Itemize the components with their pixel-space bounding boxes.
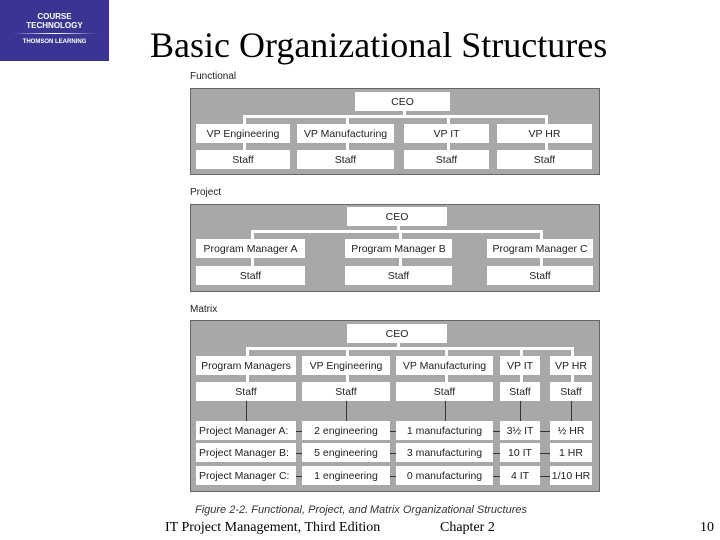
matrix-label: Matrix — [190, 304, 218, 315]
functional-staff-box: Staff — [404, 150, 489, 169]
slide-title: Basic Organizational Structures — [150, 25, 608, 65]
matrix-link-line — [246, 401, 247, 421]
matrix-cell: 1 manufacturing — [396, 421, 493, 440]
functional-head-box: VP IT — [404, 124, 489, 143]
project-head-box: Program Manager A — [196, 239, 305, 258]
functional-staff-box: Staff — [196, 150, 290, 169]
logo-line3: THOMSON LEARNING — [22, 39, 87, 45]
matrix-head-box: VP HR — [550, 356, 592, 375]
project-label: Project — [190, 187, 222, 198]
functional-head-box: VP Manufacturing — [297, 124, 394, 143]
footer-page-number: 10 — [700, 520, 714, 535]
project-staff-box: Staff — [196, 266, 305, 285]
matrix-link-line — [520, 401, 521, 421]
matrix-staff-box: Staff — [550, 382, 592, 401]
matrix-cell: 10 IT — [500, 443, 540, 462]
matrix-cell: 4 IT — [500, 466, 540, 485]
matrix-head-box: VP Engineering — [302, 356, 390, 375]
matrix-cell: Project Manager B: — [196, 443, 296, 462]
matrix-cell: 1/10 HR — [550, 466, 592, 485]
matrix-cell: 5 engineering — [302, 443, 390, 462]
project-staff-box: Staff — [345, 266, 452, 285]
matrix-link-line — [571, 401, 572, 421]
matrix-link-line — [346, 401, 347, 421]
logo-line1: COURSE — [37, 12, 72, 21]
matrix-staff-box: Staff — [196, 382, 296, 401]
functional-head-box: VP HR — [497, 124, 592, 143]
functional-ceo-box: CEO — [355, 92, 450, 111]
functional-head-box: VP Engineering — [196, 124, 290, 143]
functional-connector — [243, 115, 545, 118]
matrix-cell: 1 engineering — [302, 466, 390, 485]
functional-staff-box: Staff — [497, 150, 592, 169]
project-connector — [251, 230, 541, 233]
project-staff-box: Staff — [487, 266, 593, 285]
matrix-cell: Project Manager C: — [196, 466, 296, 485]
matrix-cell: 1 HR — [550, 443, 592, 462]
project-head-box: Program Manager B — [345, 239, 452, 258]
matrix-ceo-box: CEO — [347, 324, 447, 343]
matrix-head-box: VP IT — [500, 356, 540, 375]
matrix-link-line — [445, 401, 446, 421]
matrix-head-box: VP Manufacturing — [396, 356, 493, 375]
matrix-cell: Project Manager A: — [196, 421, 296, 440]
matrix-staff-box: Staff — [302, 382, 390, 401]
project-head-box: Program Manager C — [487, 239, 593, 258]
footer-chapter: Chapter 2 — [440, 520, 495, 535]
matrix-cell: 0 manufacturing — [396, 466, 493, 485]
project-ceo-box: CEO — [347, 207, 447, 226]
matrix-cell: ½ HR — [550, 421, 592, 440]
course-technology-logo — [0, 0, 109, 61]
logo-line2: TECHNOLOGY — [26, 21, 83, 30]
figure-caption: Figure 2-2. Functional, Project, and Matrix Organizational Structures — [195, 504, 527, 516]
matrix-cell: 3½ IT — [500, 421, 540, 440]
matrix-cell: 2 engineering — [302, 421, 390, 440]
matrix-head-box: Program Managers — [196, 356, 296, 375]
matrix-cell: 3 manufacturing — [396, 443, 493, 462]
functional-staff-box: Staff — [297, 150, 394, 169]
matrix-staff-box: Staff — [396, 382, 493, 401]
footer-course: IT Project Management, Third Edition — [165, 520, 381, 535]
matrix-staff-box: Staff — [500, 382, 540, 401]
functional-label: Functional — [190, 71, 237, 82]
